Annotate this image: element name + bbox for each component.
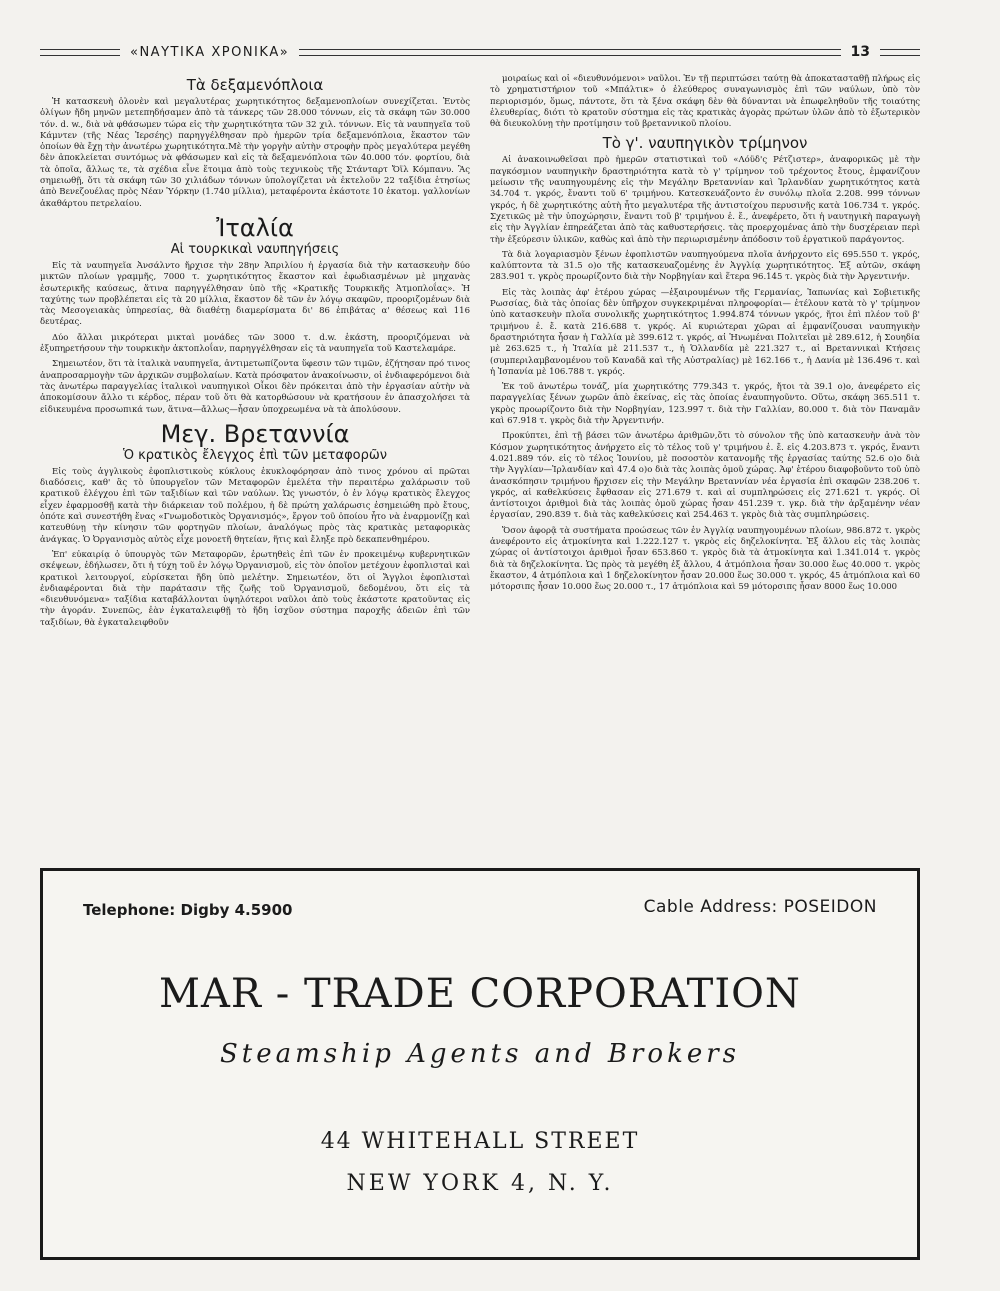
section-title-britain: Μεγ. Βρεταννία <box>160 419 350 448</box>
paragraph: Εἰς τὰ ναυπηγεῖα Ἀνσάλντο ἤρχισε τὴν 28ην Ἀπριλίου ἡ ἐργασία διὰ τὴν κατασκευὴν δύο μικτῶν πλοίων γραμμῆς, 7000 τ. χωρητικότητος ἕκαστον καὶ ἐφωδιασμένων μὲ μηχανὰς ἐσωτερικῆς καύσεως, ἅτινα παρηγγέλθησαν ὑπὸ τῆς «Κρατικῆς Τουρκικῆς Ἀτμοπλοΐας». Ἡ ταχύτης των προβλέπεται εἰς τὰ 20 μίλλια, ἕκαστον δὲ τῶν ἐν λόγῳ σκαφῶν, προοριζομένων διὰ τὰς Μεσογειακὰς ὑπηρεσίας, θὰ διαθέτῃ διαμερίσματα δι' 86 ἐπιβάτας α' θέσεως καὶ 116 δευτέρας. <box>40 260 470 328</box>
ad-company-name: MAR - TRADE CORPORATION <box>159 971 801 1017</box>
paragraph: Ὅσον ἀφορᾷ τὰ συστήματα προώσεως τῶν ἐν Ἀγγλίᾳ ναυπηγουμένων πλοίων, 986.872 τ. γκρὸς ἀνεφέροντο εἰς ἀτμοκίνητα καὶ 1.222.127 τ. γκρὸς εἰς δηζελοκίνητα. Ἐξ ἄλλου εἰς τὰς λοιπὰς χώρας οἱ ἀντίστοιχοι ἀριθμοὶ ἦσαν 653.860 τ. γκρὸς διὰ τὰ ἀτμοκίνητα καὶ 1.341.014 τ. γκρὸς διὰ τὰ δηζελοκίνητα. Ὡς πρὸς τὰ μεγέθη ἐξ ἄλλου, 4 ἀτμόπλοια ἦσαν 30.000 ἕως 40.000 τ. γκρὸς ἕκαστον, 4 ἀτμόπλοια καὶ 1 δηζελοκίνητον ἦσαν 20.000 ἕως 30.000 τ. γκρός, 45 ἀτμόπλοια καὶ 60 μότορσιπς ἦσαν 10.000 ἕως 20.000 τ., 17 ἀτμόπλοια καὶ 59 μότορσιπς ἦσαν 8000 ἕως 10.000 <box>490 525 920 593</box>
paragraph: Εἰς τὰς λοιπὰς ἀφ' ἑτέρου χώρας —ἐξαιρουμένων τῆς Γερμανίας, Ἰαπωνίας καὶ Σοβιετικῆς Ρωσσίας, διὰ τὰς ὁποίας δὲν ὑπῆρχον συγκεκριμέναι πληροφορίαι— ἐτέλουν κατὰ τὸ γ' τρίμηνον ὑπὸ κατασκευὴν πλοῖα συνολικῆς χωρητικότητος 1.994.874 τόννων γκρός, ἤτοι ἐπὶ πλέον τοῦ β' τριμήνου ἐ. ἔ. κατὰ 216.688 τ. γκρός. Αἱ κυριώτεραι χῶραι αἱ ἐμφανίζουσαι ναυπηγικὴν δραστηριότητα ἦσαν ἡ Γαλλία μὲ 399.612 τ. γκρός, αἱ Ἡνωμέναι Πολιτεῖαι μὲ 289.612, ἡ Σουηδία μὲ 263.625 τ., ἡ Ἰταλία μὲ 211.537 τ., ἡ Ὁλλανδία μὲ 221.327 τ., αἱ Βρεταννικαὶ Κτήσεις (συμπεριλαμβανομένου τοῦ Καναδᾶ καὶ τῆς Αὐστραλίας) μὲ 162.166 τ., ἡ Δανία μὲ 136.496 τ. καὶ ἡ Ἰσπανία μὲ 106.788 τ. γκρός. <box>490 287 920 377</box>
section-body-tankers <box>40 97 470 210</box>
paragraph: μοιραίως καὶ οἱ «διευθυνόμενοι» ναῦλοι. Ἐν τῇ περιπτώσει ταύτῃ θὰ ἀποκατασταθῇ πλήρως εἰς τὸ χρηματιστήριον τοῦ «Μπάλτικ» ὁ ἐλεύθερος συναγωνισμὸς ἐπὶ τῶν ναύλων, ὑπὸ τὸν περιορισμόν, ὅμως, πάντοτε, ὅτι τὰ ξένα σκάφη δὲν θὰ δύνανται νὰ ἐπωφεληθοῦν τῆς τοιαύτης ἐλευθερίας, διότι τὸ κρατοῦν σύστημα εἰς τὰς κρατικὰς ἀγορὰς πρώτων ὑλῶν ἀπὸ τὸ ἐξωτερικὸν θὰ διευκολύνῃ τὴν προτίμησιν τοῦ βρεταννικοῦ πλοίου. <box>490 74 920 130</box>
paragraph: Σημειωτέον, ὅτι τὰ ἰταλικὰ ναυπηγεῖα, ἀντιμετωπίζοντα ὕφεσιν τῶν τιμῶν, ἐζήτησαν πρό τινος ἀναπροσαρμογὴν τῶν ἀρχικῶν συμβολαίων. Κατὰ πρόσφατον ἀνακοίνωσιν, οἱ ἐνδιαφερόμενοι διὰ τὰς ἀνωτέρω παραγγελίας ἰταλικοὶ ναυπηγικοὶ Οἶκοι δὲν πρόκειται ἀπὸ τὴν ἐργασίαν αὐτὴν νὰ ἀποκομίσουν ἄλλο τι κέρδος, πέραν τοῦ ὅτι θὰ κατορθώσουν νὰ κρατήσουν ἐν ἀπασχολήσει τὰ εἰδικευμένα προσωπικά των, ἅτινα—ἄλλως—ἦσαν ὑποχρεωμένα νὰ τὰ ἀπολύσουν. <box>40 359 470 415</box>
paragraph: Αἱ ἀνακοινωθεῖσαι πρὸ ἡμερῶν στατιστικαὶ τοῦ «Λόϋδ'ς Ρέτζιστερ», ἀναφορικῶς μὲ τὴν παγκόσμιον ναυπηγικὴν δραστηριότητα κατὰ τὸ γ' τρίμηνον τοῦ τρέχοντος ἔτους, ἐμφανίζουν μείωσιν τῆς ναυπηγουμένης εἰς τὴν Μεγάλην Βρεταννίαν καὶ Ἰρλανδίαν χωρητικότητος κατὰ 34.704 τ. γκρός, ἔναντι τοῦ 6' τριμήνου. Κατεσκευάζοντο ἐν συνόλῳ πλοῖα 2.208. 999 τόννων γκρός, ἡ δὲ χωρητικότης αὐτὴ ἦτο μεγαλυτέρα τῆς ἀντιστοίχου περυσινῆς κατὰ 106.734 τ. γκρός. Σχετικῶς μὲ τὴν ὑποχώρησιν, ἔναντι τοῦ β' τριμήνου ἐ. ἔ., ἀνεφέρετο, ὅτι ἡ ναυτηγικὴ παραγωγὴ εἰς τὴν Ἀγγλίαν ἐπηρεάζεται ἀπὸ τὰς καθυστερήσεις. τὰς προερχομένας ἀπὸ τὴν δυσχέρειαν περὶ τὴν ἐξεύρεσιν ὑλικῶν, καθὼς καὶ ἀπὸ τὴν περιωρισμένην ἀπόδοσιν τοῦ ἐργατικοῦ παράγοντος. <box>490 155 920 245</box>
ad-city: NEW YORK 4, N. Y. <box>346 1171 614 1196</box>
section-subtitle-italy: Αἱ τουρκικαὶ ναυπηγήσεις <box>170 241 340 257</box>
paragraph: Ἐκ τοῦ ἀνωτέρω τονάζ, μία χωρητικότης 779.343 τ. γκρός, ἤτοι τὰ 39.1 ο)ο, ἀνεφέρετο εἰς παραγγελίας ξένων χωρῶν ἀπὸ ἐκείνας, εἰς τὰς ὁποίας ἐναυπηγοῦντο. Οὕτω, σκάφη 365.511 τ. γκρὸς προωρίζοντο διὰ τὴν Νορβηγίαν, 123.997 τ. διὰ τὴν Γαλλίαν, 80.000 τ. διὰ τὸν Παναμᾶν καὶ 67.918 τ. γκρὸς διὰ τὴν Ἀργεντινήν. <box>490 382 920 427</box>
paragraph: Ἐπ' εὐκαιρίᾳ ὁ ὑπουργὸς τῶν Μεταφορῶν, ἐρωτηθεὶς ἐπὶ τῶν ἐν προκειμένῳ κυβερνητικῶν σκέψεων, ἐδήλωσεν, ὅτι ἡ τύχη τοῦ ἐν λόγῳ Ὀργανισμοῦ, εἰς τὸν ὁποῖον μετέχουν ἐφοπλισταὶ καὶ κρατικοὶ λειτουργοί, εὑρίσκεται ἤδη ὑπὸ μελέτην. Σημειωτέον, ὅτι οἱ Ἄγγλοι ἐφοπλισταὶ ἐνδιαφέρονται διὰ τὴν παράτασιν τῆς ζωῆς τοῦ Ὀργανισμοῦ, δεδομένου, ὅτι εἰς τὰ «διευθυνόμενα» ταξίδια καταβάλλονται ὑψηλότεροι ναῦλοι ἀπὸ τοὺς ἑκάστοτε κρατοῦντας εἰς τὴν ἀγοράν. Συνεπῶς, ἐὰν ἐγκαταλειφθῇ τὸ ἤδη ἰσχῦον σύστημα παροχῆς ἀδειῶν ἐπὶ τῶν ταξιδίων, θὰ ἐγκαταλειφθοῦν <box>40 549 470 628</box>
left-column <box>40 74 470 854</box>
paragraph: Ἡ κατασκευὴ ὁλονὲν καὶ μεγαλυτέρας χωρητικότητος δεξαμενοπλοίων συνεχίζεται. Ἐντὸς ὀλίγων ἤδη μηνῶν μετεπηδήσαμεν ἀπὸ τὰ τάνκερς τῶν 28.000 τόννων, εἰς τὰ σκάφη τῶν 30.000 τόν. d. w., διὰ νὰ φθάσωμεν τώρα εἰς τὴν χωρητικότητα τῶν 32 χιλ. τόννων. Εἰς τὰ ναυπηγεῖα τοῦ Κάμντεν (τῆς Νέας Ἰερσέης) παρηγγέλθησαν πρὸ ἡμερῶν τρία δεξαμενόπλοια, ἕκαστον τῶν ὁποίων θὰ ἔχῃ τὴν ἀνωτέρω χωρητικότητα.Μὲ τὴν γοργὴν αὐτὴν στροφὴν πρὸς μεγαλύτερα μεγέθη δὲν ἀποκλείεται συντόμως νὰ φθάσωμεν καὶ εἰς τὰ δεξαμενόπλοια τῶν 40.000 τόν. φορτίου, διὰ τὰ ὁποῖα, ἄλλως τε, τὰ σχέδια εἶνε ἕτοιμα ἀπὸ τοὺς τεχνικοὺς τῆς Στάνταρτ Ὄϊλ Κόμπανυ. Ἂς σημειωθῇ, ὅτι τὰ σκάφη τῶν 30 χιλιάδων τόννων ὑπολογίζεται νὰ ἐκτελοῦν 22 ταξίδια ἐτησίως ἀπὸ Βενεζουέλας πρὸς Νέαν Ὑόρκην (1.740 μίλλια), μεταφέροντα ἑκάστοτε 10 ἑκατομ. γαλλονίων ἀκαθάρτου πετρελαίου. <box>40 97 470 209</box>
ad-telephone: Telephone: Digby 4.5900 <box>83 901 293 919</box>
paragraph: Δύο ἄλλαι μικρότεραι μικταὶ μονάδες τῶν 3000 τ. d.w. ἑκάστη, προοριζόμεναι νὰ ἐξυπηρετήσουν τὴν τουρκικὴν ἀκτοπλοΐαν, παρηγγέλθησαν εἰς τὰ ναυπηγεῖα τοῦ Καστελαμάρε. <box>40 332 470 355</box>
header-rule-end <box>880 49 920 56</box>
paragraph: Προκύπτει, ἐπὶ τῇ βάσει τῶν ἀνωτέρω ἀριθμῶν,ὅτι τὸ σύνολον τῆς ὑπὸ κατασκευὴν ἀνὰ τὸν Κόσμον χωρητικότητος ἀνήρχετο εἰς τὸ τέλος τοῦ γ' τριμήνου ἐ. ἔ. εἰς 4.203.873 τ. γκρός, ἔναντι 4.021.889 τόν. εἰς τὸ τέλος Ἰουνίου, μὲ ποσοστὸν κατανομῆς τῆς ἐργασίας ταύτης 52.6 ο)ο διὰ τὴν Ἀγγλίαν—Ἰρλανδίαν καὶ 47.4 ο)ο διὰ τὰς λοιπὰς ὁμοῦ χώρας. Ἀφ' ἑτέρου διαφοβοῦντο τοῦ ὑπὸ ἀνασκόπησιν τριμήνου ἤρχισεν εἰς τὴν Μεγάλην Βρεταννίαν νέα ἐργασία ἐπὶ σκαφῶν 238.206 τ. γκρός, αἱ καθελκύσεις ἔφθασαν εἰς 271.679 τ. καὶ αἱ συμπληρώσεις εἰς 271.621 τ. γκρός. Οἱ ἀντίστοιχοι ἀριθμοὶ διὰ τὰς λοιπὰς ὁμοῦ χώρας ἦσαν 451.239 τ. γκρ. διὰ τὴν ἀρξαμένην νέαν ἐργασίαν, 290.839 τ. διὰ τὰς καθελκύσεις καὶ 254.463 τ. γκρὸς διὰ τὰς συμπληρώσεις. <box>490 431 920 521</box>
section-body-quarter <box>490 155 920 593</box>
header-rule-right <box>299 49 840 56</box>
header-rule-left <box>40 49 120 56</box>
page-header <box>40 38 920 66</box>
paragraph: Τὰ διὰ λογαριασμὸν ξένων ἐφοπλιστῶν ναυπηγούμενα πλοῖα ἀνήρχοντο εἰς 695.550 τ. γκρός, καλύπτοντα τὰ 31.5 ο)ο τῆς κατασκευαζομένης ἐν Ἀγγλίᾳ χωρητικότητος. Ἐξ αὐτῶν, σκάφη 283.901 τ. γκρὸς προωρίζοντο διὰ τὴν Νορβηγίαν καὶ ἕτερα 96.145 τ. γκρὸς διὰ τὴν Ἀργεντινήν. <box>490 249 920 283</box>
section-subtitle-britain: Ὁ κρατικὸς ἔλεγχος ἐπὶ τῶν μεταφορῶν <box>122 447 388 463</box>
magazine-page <box>40 30 960 1260</box>
section-body-italy <box>40 261 470 416</box>
article-columns <box>40 74 920 854</box>
magazine-title: «ΝΑΥΤΙΚΑ ΧΡΟΝΙΚΑ» <box>130 44 290 60</box>
paragraph: Εἰς τοὺς ἀγγλικοὺς ἐφοπλιστικοὺς κύκλους ἐκυκλοφόρησαν ἀπὸ τινος χρόνου αἱ πρῶται διαδόσεις, καθ' ἃς τὸ ὑπουργεῖον τῶν Μεταφορῶν ἐμελέτα τὴν περαιτέρω χαλάρωσιν τοῦ κρατικοῦ ἐλέγχου ἐπὶ τῶν ταξιδίων καὶ τῶν ναύλων. Ὡς γνωστόν, ὁ ἐν λόγῳ κρατικὸς ἔλεγχος εἶχεν ἐφαρμοσθῇ κατὰ τὴν διάρκειαν τοῦ πολέμου, ἡ δὲ πρώτη χαλάρωσις ἐσημειώθη πρὸ ἔτους, ὁπότε καὶ συνεστήθη ἕνας «Γνωμοδοτικὸς Ὀργανισμός», ἔργον τοῦ ὁποίου ἦτο νὰ ἐναρμονίζῃ καὶ κατευθύνῃ τὴν κίνησιν τῶν φορτηγῶν πλοίων, ἀναλόγως πρὸς τὰς κρατικὰς μεταφορικὰς ἀνάγκας. Ὁ Ὀργανισμὸς αὐτὸς εἶχε μονοετῆ θητείαν, ἥτις καὶ ἔληξε πρὸ δεκαπενθημέρου. <box>40 466 470 545</box>
ad-cable-address: Cable Address: POSEIDON <box>643 897 877 917</box>
section-title-quarter: Τὸ γ'. ναυπηγικὸν τρίμηνον <box>602 134 808 153</box>
page-number: 13 <box>850 44 870 60</box>
section-body-britain <box>40 467 470 629</box>
ad-street-address: 44 WHITEHALL STREET <box>320 1129 640 1154</box>
section-body-continuation <box>490 74 920 130</box>
section-title-tankers: Τὰ δεξαμενόπλοια <box>186 76 324 94</box>
ad-tagline: Steamship Agents and Brokers <box>220 1039 740 1069</box>
advertisement-box <box>40 868 920 1260</box>
section-title-italy: Ἰταλία <box>216 213 294 242</box>
right-column <box>490 74 920 854</box>
